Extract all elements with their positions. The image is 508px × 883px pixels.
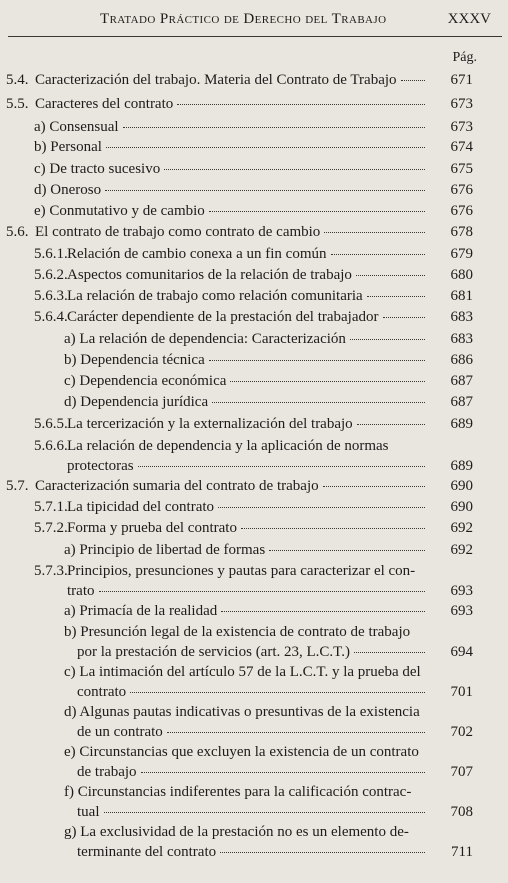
dot-leader — [220, 852, 425, 853]
dot-leader — [141, 772, 425, 773]
entry-page-number: 702 — [450, 724, 473, 740]
entry-title: d) Dependencia jurídica — [64, 394, 209, 410]
toc-entry[interactable] — [64, 702, 473, 742]
toc-entry[interactable] — [34, 561, 473, 601]
dot-leader — [354, 652, 425, 653]
entry-title: de trabajo — [77, 764, 137, 780]
entry-title: c) Dependencia económica — [64, 373, 227, 389]
entry-title: Carácter dependiente de la prestación del trabajador — [67, 309, 379, 325]
toc-entry[interactable] — [64, 662, 473, 702]
toc-entry[interactable] — [6, 476, 473, 496]
entry-title-line1: e) Circunstancias que excluyen la existencia de un contrato — [64, 744, 419, 760]
entry-number: 5.6.5. — [34, 416, 68, 432]
entry-page-number: 683 — [450, 331, 473, 347]
dot-leader — [167, 732, 425, 733]
dot-leader — [401, 80, 425, 81]
toc-entry[interactable] — [64, 742, 473, 782]
entry-page-number: 673 — [450, 96, 473, 112]
entry-title: trato — [67, 583, 95, 599]
toc-entry[interactable] — [34, 180, 473, 200]
dot-leader — [212, 402, 425, 403]
dot-leader — [324, 232, 425, 233]
dot-leader — [99, 591, 426, 592]
toc-entry[interactable] — [64, 822, 473, 862]
entry-title: de un contrato — [77, 724, 163, 740]
entry-title: La tercerización y la externalización del trabajo — [67, 416, 353, 432]
entry-number: 5.7.2. — [34, 520, 68, 536]
entry-number: 5.5. — [6, 96, 29, 112]
toc-entry[interactable] — [6, 70, 473, 90]
entry-page-number: 711 — [451, 844, 473, 860]
entry-title: Aspectos comunitarios de la relación de trabajo — [67, 267, 352, 283]
entry-number: 5.6.2. — [34, 267, 68, 283]
entry-title: b) Dependencia técnica — [64, 352, 205, 368]
entry-page-number: 690 — [450, 478, 473, 494]
toc-entry[interactable] — [34, 414, 473, 434]
entry-number: 5.6.1. — [34, 246, 68, 262]
dot-leader — [209, 360, 425, 361]
entry-title: a) La relación de dependencia: Caracterización — [64, 331, 346, 347]
entry-page-number: 686 — [450, 352, 473, 368]
dot-leader — [218, 507, 425, 508]
running-header — [0, 0, 508, 40]
toc-entry[interactable] — [34, 201, 473, 221]
toc-entry[interactable] — [34, 307, 473, 327]
entry-title: e) Conmutativo y de cambio — [34, 203, 205, 219]
entry-page-number: 679 — [450, 246, 473, 262]
entry-number: 5.7.3. — [34, 563, 68, 579]
toc-entry[interactable] — [6, 94, 473, 114]
toc-entry[interactable] — [34, 137, 473, 157]
toc-entry[interactable] — [34, 159, 473, 179]
dot-leader — [323, 486, 425, 487]
toc-entry[interactable] — [64, 350, 473, 370]
dot-leader — [106, 147, 425, 148]
toc-entry[interactable] — [34, 244, 473, 264]
toc-entry[interactable] — [34, 286, 473, 306]
toc-entry[interactable] — [64, 601, 473, 621]
entry-page-number: 707 — [450, 764, 473, 780]
entry-title: contrato — [77, 684, 127, 700]
toc-entry[interactable] — [34, 436, 473, 476]
entry-page-number: 674 — [450, 139, 473, 155]
toc-entry[interactable] — [64, 392, 473, 412]
entry-title: Caracteres del contrato — [35, 96, 174, 112]
entry-title-line1: Principios, presunciones y pautas para caracterizar el con- — [67, 563, 416, 579]
entry-title-line1: g) La exclusividad de la prestación no es un elemento de- — [64, 824, 409, 840]
running-title: Tratado Práctico de Derecho del Trabajo — [100, 11, 387, 27]
entry-number: 5.6.4. — [34, 309, 68, 325]
entry-page-number: 680 — [450, 267, 473, 283]
dot-leader — [331, 254, 426, 255]
entry-title: terminante del contrato — [77, 844, 217, 860]
entry-page-number: 687 — [450, 373, 473, 389]
entry-title: a) Principio de libertad de formas — [64, 542, 266, 558]
dot-leader — [241, 528, 425, 529]
entry-page-number: 673 — [450, 119, 473, 135]
pag-column-label: Pág. — [452, 50, 477, 65]
dot-leader — [221, 611, 425, 612]
entry-page-number: 689 — [450, 458, 473, 474]
toc-entry[interactable] — [64, 371, 473, 391]
entry-title: b) Personal — [34, 139, 102, 155]
entry-page-number: 671 — [450, 72, 473, 88]
toc-entry[interactable] — [34, 265, 473, 285]
entry-title: d) Oneroso — [34, 182, 102, 198]
entry-page-number: 683 — [450, 309, 473, 325]
entry-title-line1: La relación de dependencia y la aplicación de normas — [67, 438, 389, 454]
dot-leader — [383, 317, 425, 318]
toc-entry[interactable] — [34, 497, 473, 517]
toc-entry[interactable] — [64, 622, 473, 662]
dot-leader — [230, 381, 425, 382]
entry-title: Relación de cambio conexa a un fin común — [67, 246, 327, 262]
toc-entry[interactable] — [34, 117, 473, 137]
entry-title: por la prestación de servicios (art. 23, L.C.T.) — [77, 644, 350, 660]
entry-number: 5.6.6. — [34, 438, 68, 454]
dot-leader — [367, 296, 425, 297]
page-number: XXXV — [447, 11, 491, 27]
dot-leader — [209, 211, 425, 212]
entry-title: Caracterización del trabajo. Materia del Contrato de Trabajo — [35, 72, 397, 88]
entry-title: La tipicidad del contrato — [67, 499, 215, 515]
entry-title: c) De tracto sucesivo — [34, 161, 161, 177]
dot-leader — [357, 424, 425, 425]
entry-title: El contrato de trabajo como contrato de cambio — [35, 224, 321, 240]
entry-page-number: 687 — [450, 394, 473, 410]
toc-entry[interactable] — [64, 782, 473, 822]
entry-page-number: 708 — [450, 804, 473, 820]
header-rule — [8, 36, 502, 37]
entry-title-line1: b) Presunción legal de la existencia de contrato de trabajo — [64, 624, 411, 640]
dot-leader — [177, 104, 425, 105]
entry-number: 5.4. — [6, 72, 29, 88]
entry-title: tual — [77, 804, 100, 820]
dot-leader — [104, 812, 426, 813]
entry-page-number: 693 — [450, 603, 473, 619]
entry-page-number: 693 — [450, 583, 473, 599]
entry-page-number: 676 — [450, 203, 473, 219]
entry-page-number: 678 — [450, 224, 473, 240]
dot-leader — [123, 127, 425, 128]
entry-page-number: 694 — [450, 644, 473, 660]
entry-number: 5.7.1. — [34, 499, 68, 515]
toc-entry[interactable] — [34, 518, 473, 538]
toc-entry[interactable] — [6, 222, 473, 242]
entry-page-number: 689 — [450, 416, 473, 432]
entry-number: 5.6.3. — [34, 288, 68, 304]
dot-leader — [350, 339, 425, 340]
dot-leader — [138, 466, 425, 467]
entry-page-number: 690 — [450, 499, 473, 515]
dot-leader — [130, 692, 425, 693]
entry-page-number: 692 — [450, 520, 473, 536]
toc-entry[interactable] — [64, 329, 473, 349]
entry-title: protectoras — [67, 458, 134, 474]
entry-page-number: 676 — [450, 182, 473, 198]
entry-page-number: 692 — [450, 542, 473, 558]
entry-title: Forma y prueba del contrato — [67, 520, 237, 536]
entry-page-number: 675 — [450, 161, 473, 177]
entry-title: La relación de trabajo como relación comunitaria — [67, 288, 363, 304]
entry-title: a) Primacía de la realidad — [64, 603, 218, 619]
entry-title: a) Consensual — [34, 119, 119, 135]
entry-title-line1: d) Algunas pautas indicativas o presuntivas de la existencia — [64, 704, 420, 720]
toc-entry[interactable] — [64, 540, 473, 560]
entry-title: Caracterización sumaria del contrato de trabajo — [35, 478, 319, 494]
entry-number: 5.6. — [6, 224, 29, 240]
dot-leader — [269, 550, 425, 551]
dot-leader — [105, 190, 425, 191]
entry-page-number: 701 — [450, 684, 473, 700]
entry-title-line1: f) Circunstancias indiferentes para la calificación contrac- — [64, 784, 412, 800]
entry-page-number: 681 — [450, 288, 473, 304]
entry-number: 5.7. — [6, 478, 29, 494]
dot-leader — [164, 169, 425, 170]
dot-leader — [356, 275, 425, 276]
entry-title-line1: c) La intimación del artículo 57 de la L.C.T. y la prueba del — [64, 664, 421, 680]
